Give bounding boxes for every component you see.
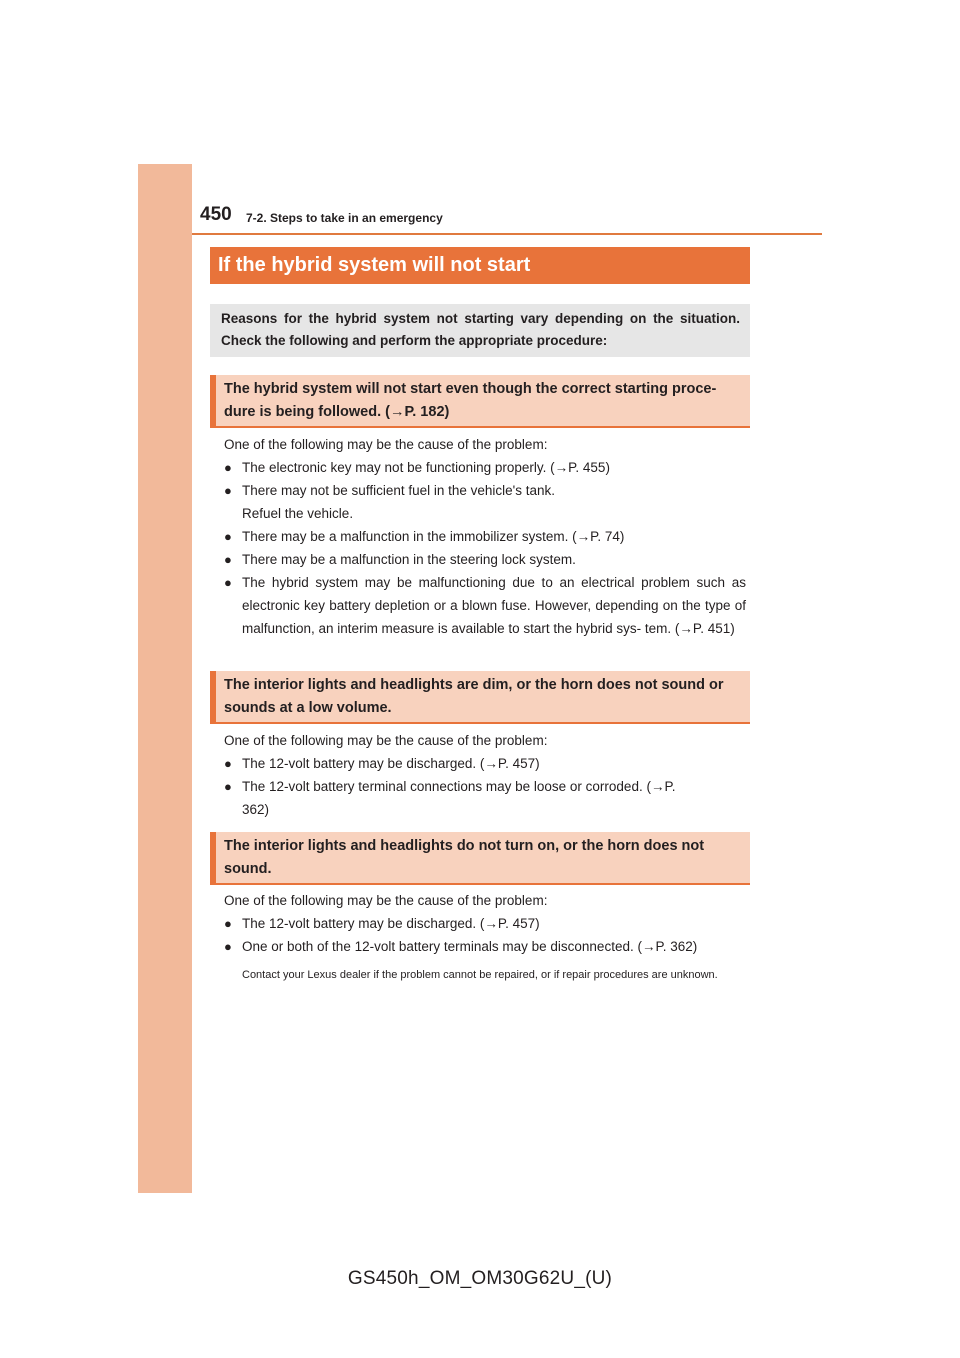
intro-box: Reasons for the hybrid system not starting vary depending on the situation. Check the following and perform the appropriate procedure: xyxy=(210,304,750,357)
bullet-icon: ● xyxy=(224,756,232,771)
list-item: ● The hybrid system may be malfunctioning due to an electrical problem such as electronic key battery depletion or a blown fuse. However, depending on the type of malfunction, an interim measure is available to start the hybrid sys- tem. (→P. 451) xyxy=(224,571,746,640)
chapter-side-tab xyxy=(138,164,192,1193)
bullet-icon: ● xyxy=(224,483,232,498)
list-item: ● One or both of the 12-volt battery terminals may be disconnected. (→P. 362) xyxy=(224,935,746,958)
section-1-lead: One of the following may be the cause of the problem: xyxy=(224,437,548,452)
bullet-icon: ● xyxy=(224,529,232,544)
subheading-dim-lights: The interior lights and headlights are dim, or the horn does not sound or sounds at a low volume. xyxy=(210,671,750,724)
bullet-icon: ● xyxy=(224,460,232,475)
page-title-bar xyxy=(210,247,750,284)
page-title: If the hybrid system will not start xyxy=(218,254,531,276)
bullet-icon: ● xyxy=(224,552,232,567)
page-number: 450 xyxy=(200,204,232,225)
section-2-lead: One of the following may be the cause of the problem: xyxy=(224,733,548,748)
list-item: ● The electronic key may not be functioning properly. (→P. 455) xyxy=(224,456,746,479)
section-3-lead: One of the following may be the cause of the problem: xyxy=(224,893,548,908)
subheading-no-lights: The interior lights and headlights do not turn on, or the horn does not sound. xyxy=(210,832,750,885)
bullet-icon: ● xyxy=(224,575,232,590)
list-item: ● There may be a malfunction in the steering lock system. xyxy=(224,548,746,571)
list-item: ● There may not be sufficient fuel in the vehicle's tank. Refuel the vehicle. xyxy=(224,479,746,525)
bullet-extra: Refuel the vehicle. xyxy=(242,506,354,521)
dealer-note: Contact your Lexus dealer if the problem cannot be repaired, or if repair procedures are unknown. xyxy=(242,969,718,981)
document-code: GS450h_OM_OM30G62U_(U) xyxy=(347,1268,613,1289)
section-label: 7-2. Steps to take in an emergency xyxy=(246,211,443,225)
bullet-icon: ● xyxy=(224,779,232,794)
list-item: ● The 12-volt battery may be discharged. (→P. 457) xyxy=(224,752,746,775)
bullet-icon: ● xyxy=(224,939,232,954)
subheading-correct-procedure: The hybrid system will not start even though the correct starting proce- dure is being followed. (→P. 182) xyxy=(210,375,750,428)
list-item: ● The 12-volt battery terminal connections may be loose or corroded. (→P. 362) xyxy=(224,775,684,821)
header-rule xyxy=(192,233,822,235)
list-item: ● There may be a malfunction in the immobilizer system. (→P. 74) xyxy=(224,525,746,548)
bullet-icon: ● xyxy=(224,916,232,931)
list-item: ● The 12-volt battery may be discharged. (→P. 457) xyxy=(224,912,746,935)
